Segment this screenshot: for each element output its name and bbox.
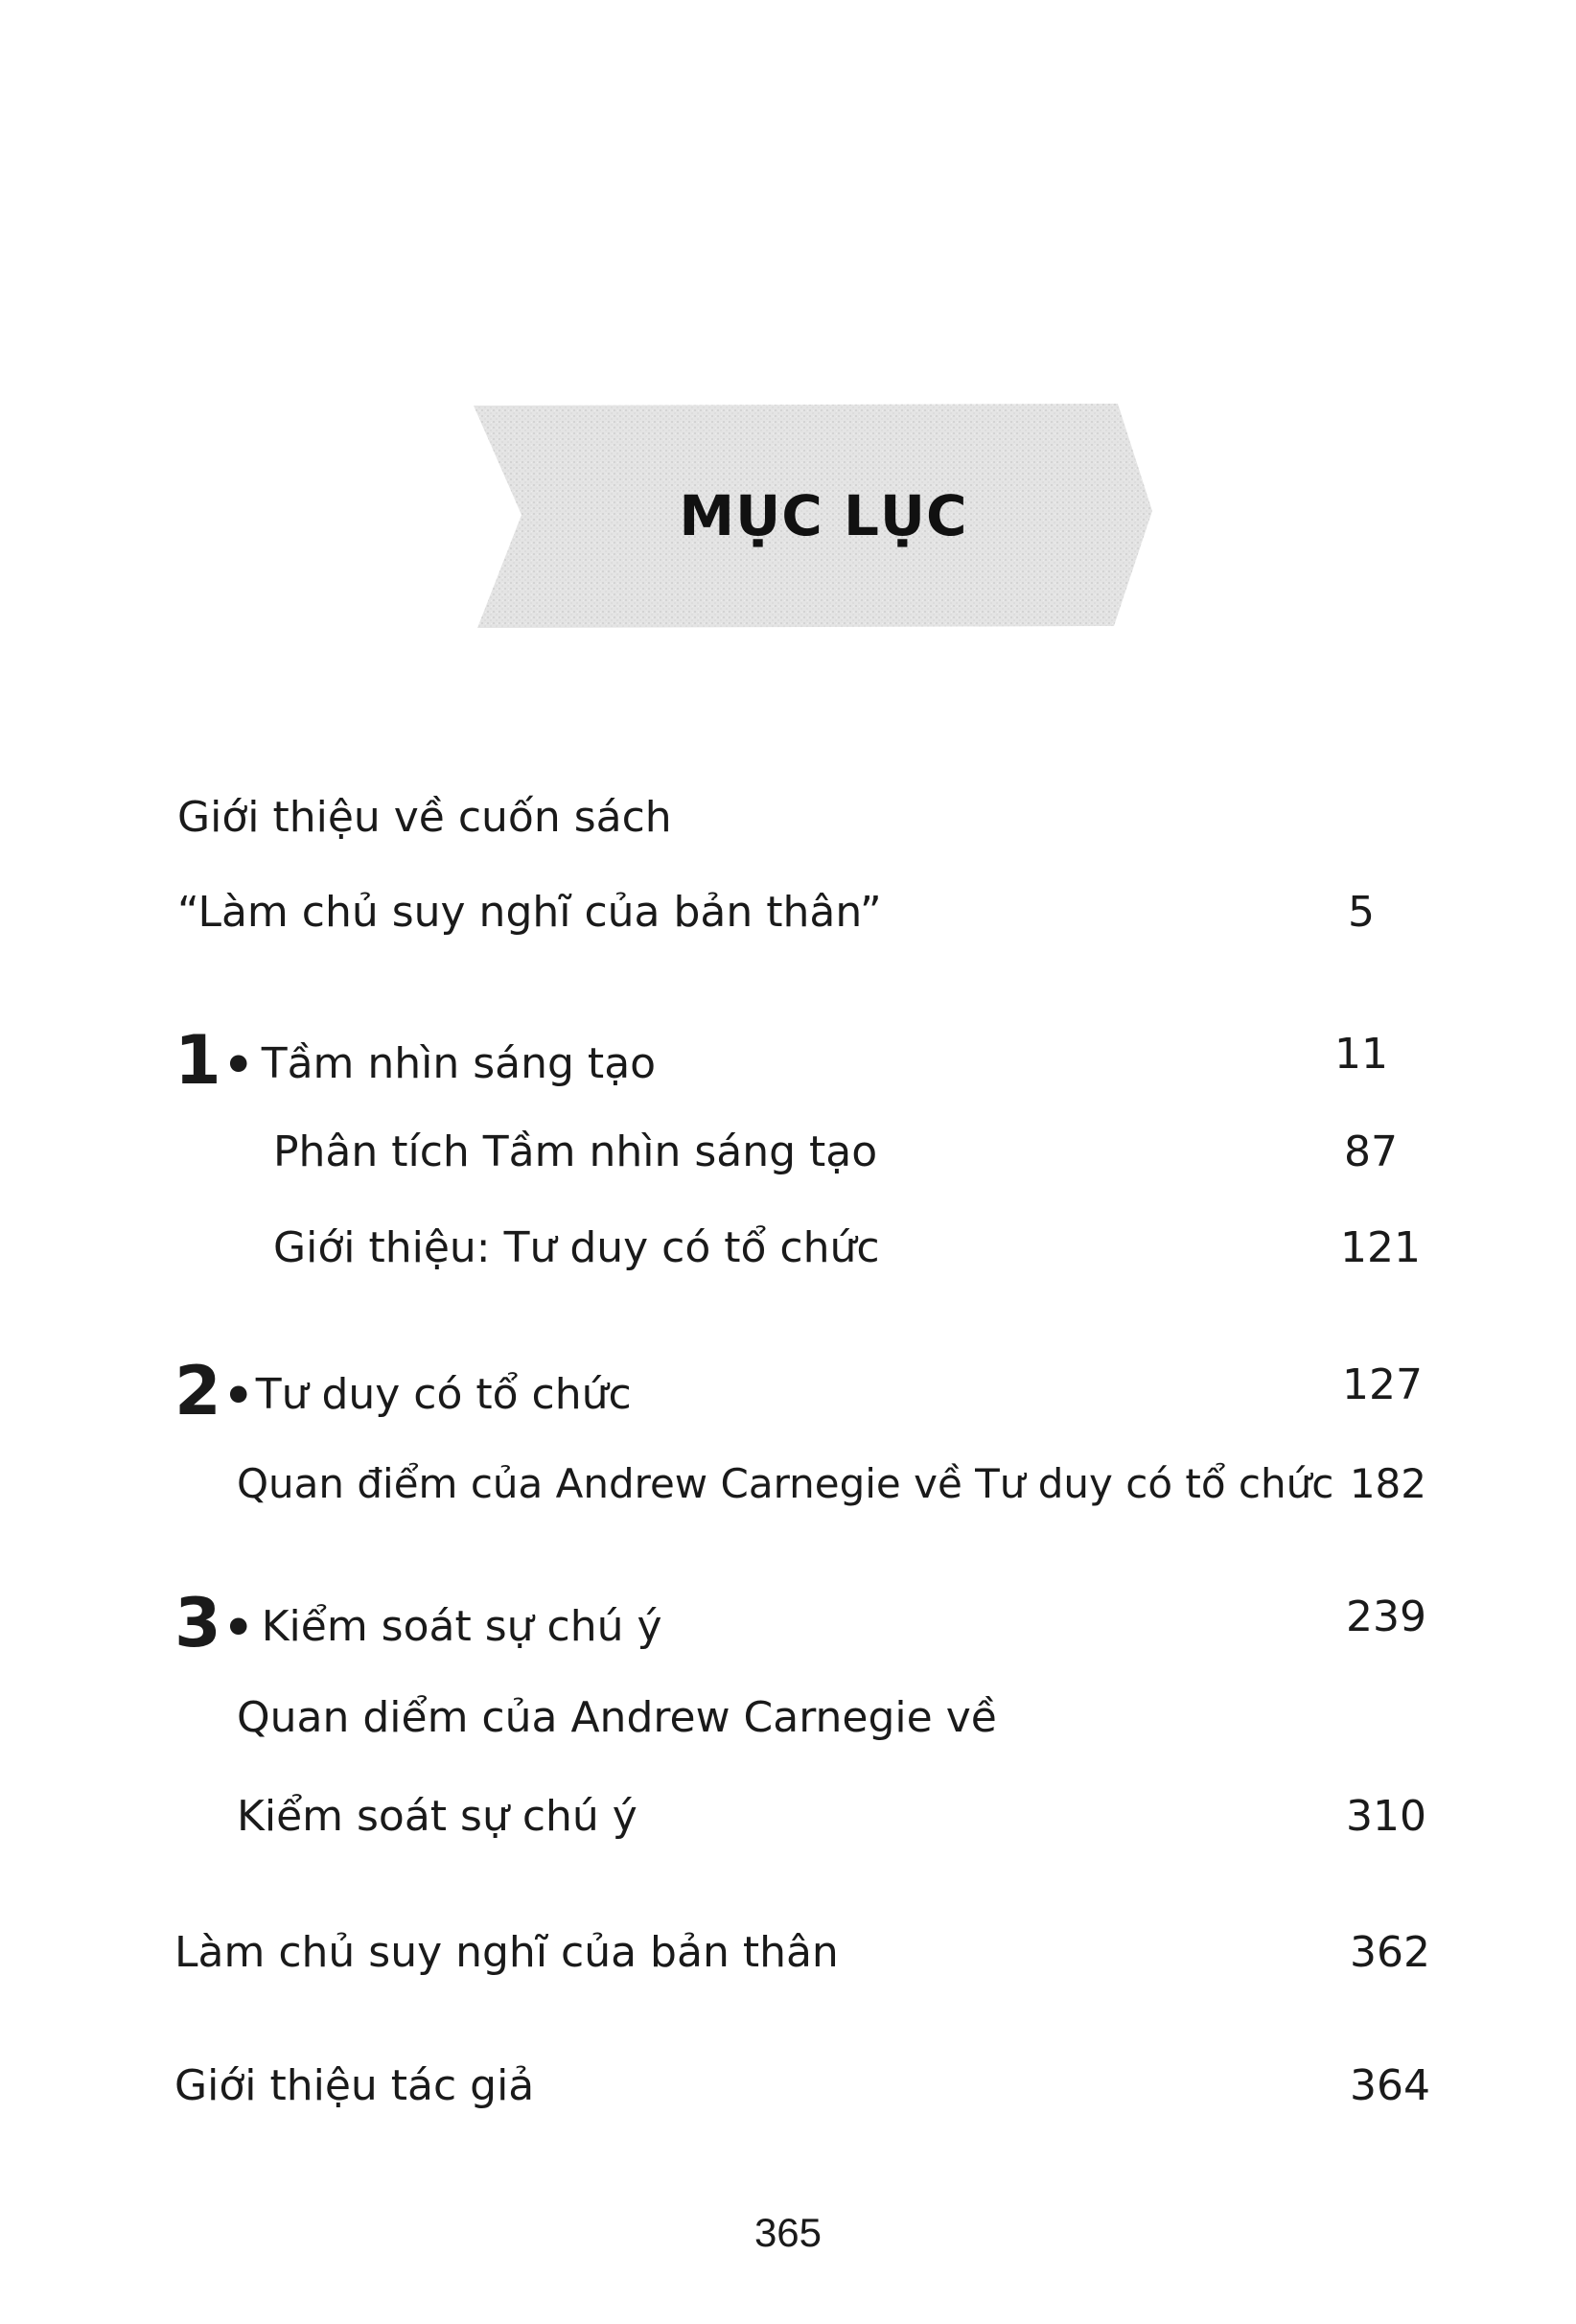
toc-subentry-title-line2: Kiểm soát sự chú ý — [237, 1792, 637, 1841]
toc-page-number: 5 — [1348, 888, 1375, 937]
toc-page-number: 127 — [1342, 1360, 1423, 1409]
toc-subentry — [0, 1689, 1576, 1747]
toc-page-number: 362 — [1350, 1928, 1430, 1977]
toc-entry-title: Giới thiệu về cuốn sách — [177, 793, 672, 842]
chapter-title: Tầm nhìn sáng tạo — [261, 1039, 657, 1088]
toc-subentry-title: Quan điểm của Andrew Carnegie về Tư duy có tổ chức — [237, 1460, 1334, 1507]
chapter-bullet: • — [222, 1368, 254, 1424]
toc-chapter-1 — [0, 1021, 1576, 1100]
chapter-bullet: • — [222, 1037, 254, 1093]
chapter-number: 1 — [174, 1021, 221, 1100]
page-number-footer: 365 — [753, 2210, 823, 2255]
chapter-title: Tư duy có tổ chức — [255, 1370, 632, 1419]
toc-entry-intro-line2 — [0, 884, 1576, 941]
toc-page-number: 87 — [1344, 1127, 1398, 1176]
toc-entry-title: “Làm chủ suy nghĩ của bản thân” — [177, 888, 882, 937]
toc-subentry-title: Giới thiệu: Tư duy có tổ chức — [273, 1223, 880, 1272]
toc-page-number: 182 — [1349, 1460, 1426, 1507]
toc-entry-title: Giới thiệu tác giả — [174, 2061, 535, 2110]
heading-banner — [470, 398, 1160, 633]
toc-page-number: 239 — [1346, 1592, 1426, 1641]
toc-chapter-2 — [0, 1352, 1576, 1430]
toc-page-number: 11 — [1334, 1030, 1388, 1079]
toc-subentry — [0, 1788, 1576, 1846]
chapter-number: 2 — [174, 1352, 221, 1430]
toc-subentry — [0, 1455, 1576, 1513]
toc-entry-title: Làm chủ suy nghĩ của bản thân — [174, 1928, 839, 1977]
toc-page-number: 310 — [1346, 1792, 1426, 1841]
toc-page-number: 364 — [1350, 2061, 1430, 2110]
toc-entry-intro-line1 — [0, 789, 1576, 847]
toc-subentry-title-line1: Quan diểm của Andrew Carnegie về — [237, 1693, 997, 1742]
chapter-number: 3 — [174, 1584, 221, 1662]
toc-page-number: 121 — [1340, 1223, 1421, 1272]
toc-subentry — [0, 1220, 1576, 1277]
chapter-title: Kiểm soát sự chú ý — [261, 1602, 662, 1651]
toc-subentry-title: Phân tích Tầm nhìn sáng tạo — [273, 1127, 878, 1176]
toc-chapter-3 — [0, 1584, 1576, 1662]
toc-entry-closing — [0, 1924, 1576, 1982]
toc-subentry — [0, 1124, 1576, 1181]
page-title: MỤC LỤC — [679, 482, 968, 548]
toc-entry-closing — [0, 2057, 1576, 2115]
chapter-bullet: • — [222, 1600, 254, 1656]
